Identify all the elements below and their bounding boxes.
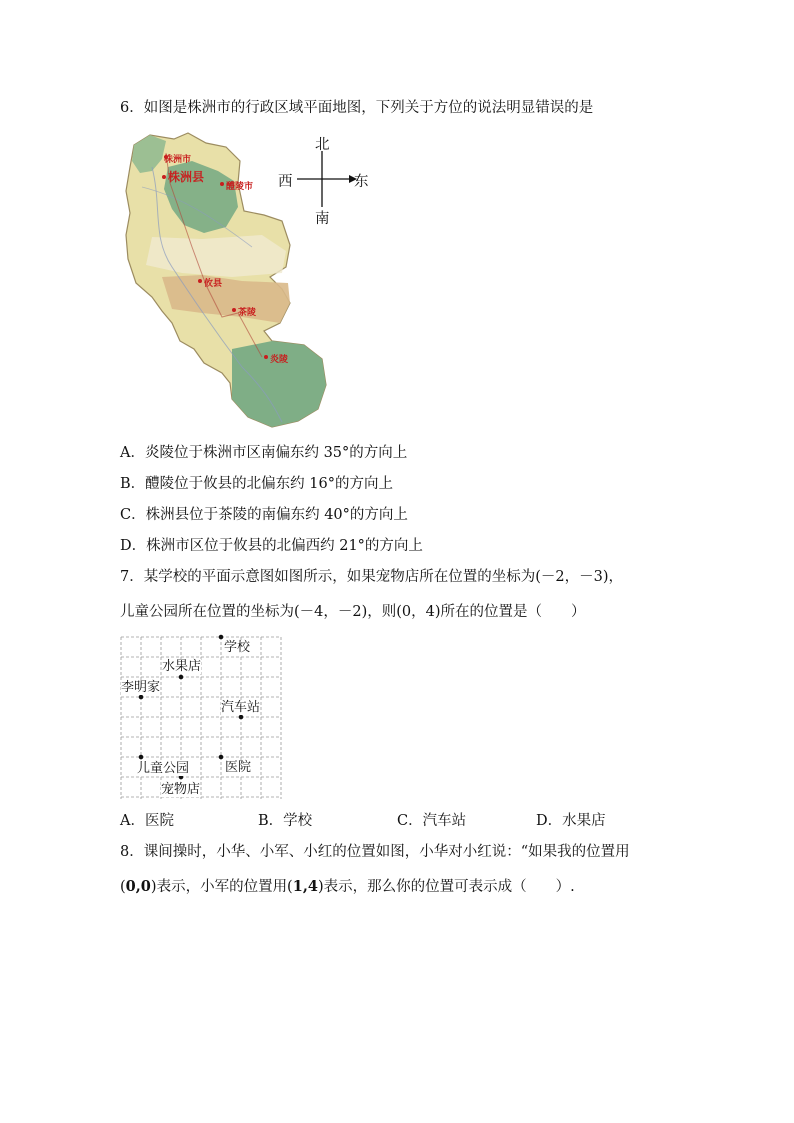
compass-south: 南 <box>315 211 330 227</box>
grid-label-bus-station: 汽车站 <box>221 700 261 715</box>
grid-label-park: 儿童公园 <box>137 761 190 776</box>
grid-label-hospital: 医院 <box>225 760 252 775</box>
grid-label-li-home: 李明家 <box>121 680 161 695</box>
map-label-zhuzhou-county: 株洲县 <box>168 170 205 184</box>
q8-stem-line1: 8．课间操时，小华、小军、小红的位置如图，小华对小红说：“如果我的位置用 <box>120 844 630 860</box>
grid-label-pet-shop: 宠物店 <box>161 782 201 797</box>
q8-stem-end: )表示，那么你的位置可表示成（ ）. <box>317 879 575 895</box>
q8-paren-open: ( <box>120 879 126 895</box>
grid-label-school: 学校 <box>224 640 251 655</box>
compass-east: 东 <box>354 174 369 190</box>
q8-coord-xiaojun: 1,4 <box>292 878 318 895</box>
q8-stem-line2 <box>120 877 575 897</box>
q7-option-a: A．医院 <box>120 813 174 829</box>
q6-stem: 6．如图是株洲市的行政区域平面地图，下列关于方位的说法明显错误的是 <box>120 100 594 116</box>
map-label-liling: 醴陵市 <box>226 182 254 192</box>
compass-west: 西 <box>278 174 293 190</box>
q7-option-b: B．学校 <box>258 813 313 829</box>
q6-option-d: D．株洲市区位于攸县的北偏西约 21°的方向上 <box>120 538 423 554</box>
q7-option-d: D．水果店 <box>536 813 606 829</box>
compass-north: 北 <box>315 137 330 153</box>
grid-label-fruit-shop: 水果店 <box>162 659 202 674</box>
q8-coord-xiaohua: 0,0 <box>125 878 151 895</box>
q7-stem-line2: 儿童公园所在位置的坐标为(－4，－2)，则(0，4)所在的位置是（ ） <box>120 604 586 620</box>
map-label-yanling: 炎陵 <box>270 355 289 365</box>
map-label-chaling: 茶陵 <box>238 308 257 318</box>
map-label-zhuzhou-city: 株洲市 <box>164 155 192 165</box>
q7-option-c: C．汽车站 <box>397 813 467 829</box>
q6-option-b: B．醴陵位于攸县的北偏东约 16°的方向上 <box>120 476 393 492</box>
q8-stem-middle: )表示，小军的位置用( <box>150 879 293 895</box>
q6-option-c: C．株洲县位于茶陵的南偏东约 40°的方向上 <box>120 507 408 523</box>
q7-stem-line1: 7．某学校的平面示意图如图所示，如果宠物店所在位置的坐标为(－2，－3)， <box>120 569 623 585</box>
map-label-youxian: 攸县 <box>204 279 223 289</box>
school-grid-map <box>118 632 286 800</box>
q6-option-a: A．炎陵位于株洲市区南偏东约 35°的方向上 <box>120 445 408 461</box>
compass-rose <box>275 133 375 228</box>
